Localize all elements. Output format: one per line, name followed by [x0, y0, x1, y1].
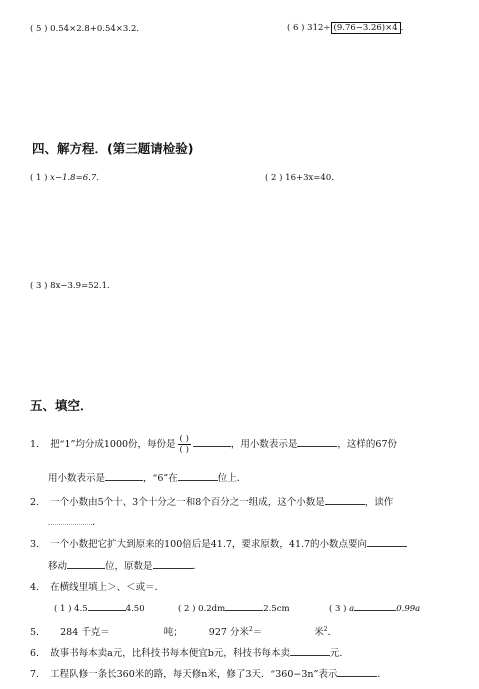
fill-q5-sup-1: 2 [248, 625, 253, 633]
fill-q6-number: 6. [30, 648, 40, 659]
fill-q4-item-1-right: 4.50 [125, 604, 145, 614]
fill-q5-text-e: 米 [314, 627, 324, 638]
fill-q1-blank-1[interactable] [193, 436, 231, 447]
fill-q2-line2 [48, 514, 102, 528]
fill-q4-item-1-label: ( 1 ) [54, 604, 72, 614]
fill-q6-blank[interactable] [290, 645, 330, 656]
calc-q6-bracket: (9.76−3.26)×4 [331, 22, 401, 34]
fill-q4-item-2-right: 2.5cm [263, 604, 290, 614]
equation-1-expression: x−1.8=6.7． [50, 173, 105, 183]
fill-q4-item-1-blank[interactable] [88, 600, 126, 611]
calc-q5 [30, 22, 145, 34]
fill-q3-text-line2c: ． [192, 561, 203, 572]
equation-2 [265, 171, 340, 183]
fill-q6-text-b: 元． [329, 648, 349, 659]
fill-q4-item-2 [178, 600, 290, 614]
calc-q6 [287, 21, 409, 34]
fill-q1-text-b: ，用小数表示是 [230, 439, 298, 450]
fill-q2-line1 [30, 494, 393, 508]
fill-q4-number: 4. [30, 582, 40, 593]
equation-2-label: ( 2 ) [265, 173, 283, 183]
equation-1-label: ( 1 ) [30, 173, 48, 183]
fill-q1-line1 [30, 434, 397, 455]
fill-q1-fraction-denominator: ( ) [179, 445, 189, 455]
fill-q5-sup-2: 2 [323, 625, 328, 633]
calc-q6-expression: 312÷ [307, 23, 331, 33]
fill-q2-text-a: 一个小数由5个十、3个十分之一和8个百分之一组成，这个小数是 [50, 497, 325, 508]
equation-3-label: ( 3 ) [30, 281, 48, 291]
fill-q2-number: 2. [30, 497, 40, 508]
fill-q7-line [30, 666, 387, 680]
fill-q3-blank-2[interactable] [67, 558, 105, 569]
section5-title: 五、填空． [30, 398, 93, 413]
equation-2-expression: 16+3x=40． [285, 173, 340, 183]
calc-q6-end: ． [400, 23, 410, 33]
fill-q4-item-2-label: ( 2 ) [178, 604, 196, 614]
calc-q6-label: ( 6 ) [287, 23, 305, 33]
fill-q1-blank-4[interactable] [178, 470, 218, 481]
fill-q1-number: 1. [30, 439, 40, 450]
calc-q5-label: ( 5 ) [30, 24, 48, 34]
fill-q3-text-line2a: 移动 [48, 561, 68, 572]
fill-q5-text-c: 927 分米 [208, 627, 249, 638]
fill-q3-line2 [48, 558, 202, 572]
fill-q1-text-a: 把“1”均分成1000份，每份是 [50, 439, 176, 450]
fill-q4-item-3 [329, 600, 420, 614]
fill-q4-item-1 [54, 600, 145, 614]
fill-q4-item-3-blank[interactable] [354, 600, 396, 611]
fill-q5-number: 5. [30, 627, 40, 638]
fill-q4-item-1-left: 4.5 [74, 604, 88, 614]
fill-q4-line1 [30, 579, 164, 593]
fill-q4-item-2-left: 0.2dm [198, 604, 226, 614]
fill-q2-blank-2[interactable] [48, 514, 92, 525]
fill-q5-text-a: 284 千克＝ [60, 627, 110, 638]
fill-q4-item-3-right: 0.99a [396, 604, 421, 614]
fill-q2-text-b: ，读作 [364, 497, 394, 508]
fill-q6-line [30, 645, 349, 659]
fill-q6-text-a: 故事书每本卖a元，比科技书每本便宜b元，科技书每本卖 [50, 648, 290, 659]
fill-q3-blank-1[interactable] [367, 536, 407, 547]
fill-q7-blank[interactable] [337, 666, 377, 677]
fill-q5-line [30, 624, 337, 638]
fill-q2-blank-1[interactable] [325, 494, 365, 505]
fill-q3-blank-3[interactable] [153, 558, 193, 569]
fill-q1-line2 [48, 470, 246, 484]
fill-q7-number: 7. [30, 669, 40, 680]
fill-q1-fraction-numerator: ( ) [179, 434, 189, 444]
calc-q5-expression: 0.54×2.8+0.54×3.2． [50, 24, 145, 34]
fill-q3-text-line2b: 位，原数是 [105, 561, 153, 572]
fill-q3-number: 3. [30, 539, 40, 550]
fill-q1-fraction [178, 434, 191, 455]
fill-q1-text-c: ，这样的67份 [337, 439, 397, 450]
equation-3-expression: 8x−3.9=52.1． [50, 281, 116, 291]
fill-q4-item-2-blank[interactable] [225, 600, 263, 611]
fill-q7-text-a: 工程队修一条长360米的路，每天修n米，修了3天．“360−3n”表示 [50, 669, 338, 680]
section4-title: 四、解方程．(第三题请检验) [32, 141, 194, 156]
fill-q5-text-b: 吨； [163, 627, 183, 638]
fill-q1-text-line2c: 位上． [217, 473, 247, 484]
fill-q1-text-line2b: ，“6”在 [143, 473, 178, 484]
fill-q1-blank-3[interactable] [105, 470, 143, 481]
fill-q3-text-a: 一个小数把它扩大到原来的100倍后是41.7，要求原数，41.7的小数点要向 [50, 539, 368, 550]
fill-q4-item-3-label: ( 3 ) [329, 604, 347, 614]
fill-q4-item-3-left: a [349, 604, 355, 614]
fill-q5-text-d: ＝ [252, 627, 263, 638]
fill-q5-text-f: ． [327, 627, 338, 638]
fill-q2-text-c: ． [92, 517, 102, 528]
fill-q1-text-line2a: 用小数表示是 [48, 473, 106, 484]
fill-q4-text: 在横线里填上＞、＜或＝． [50, 582, 165, 593]
equation-1 [30, 171, 105, 183]
fill-q1-blank-2[interactable] [297, 436, 337, 447]
fill-q3-line1 [30, 536, 407, 550]
fill-q7-text-b: ． [377, 669, 387, 680]
equation-3 [30, 279, 116, 291]
